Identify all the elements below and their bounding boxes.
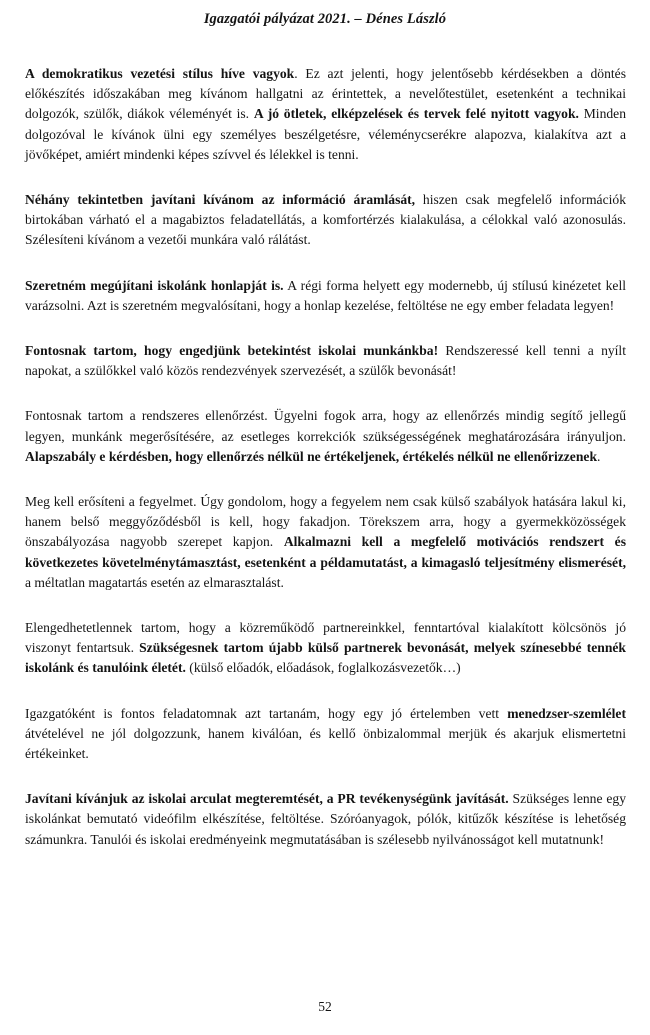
text-run: (külső előadók, előadások, foglalkozásvezetők…) — [185, 660, 461, 676]
text-run: Meg kell erősíteni a fegyelmet. Úgy gondolom, hogy a fegyelem nem csak külső szabályok hatására lakul ki, hanem belső meggyőződésből is kell, hogy fakadjon. Törekszem arra, hogy a gyermekközösségek önszabályozása nagyobb szerepet kapjon. — [25, 494, 626, 550]
text-run: Szükséges lenne egy iskolánkat bemutató videófilm elkészítése, feltöltése. Szóróanyagok, pólók, kitűzők készítése is lehetőség számunkra. Tanulói és iskolai eredményeink megmutatásában is szélesebb nyilvánosságot kell mutatnunk! — [25, 791, 626, 847]
text-run: Elengedhetetlennek tartom, hogy a közreműködő partnereinkkel, fenntartóval kialakított kölcsönös jó viszonyt fentartsuk. — [25, 620, 626, 656]
bold-text-run: A demokratikus vezetési stílus híve vagyok — [25, 66, 295, 81]
bold-text-run: Szeretném megújítani iskolánk honlapját is. — [25, 277, 284, 293]
bold-text-run: Javítani kívánjuk az iskolai arculat megteremtését, a PR tevékenységünk javítását. — [25, 791, 509, 807]
page-number: 52 — [318, 999, 332, 1014]
paragraph — [25, 492, 626, 593]
bold-text-run: Alkalmazni kell a megfelelő motivációs rendszert és következetes követelménytámasztást, esetenként a példamutatást, a kimagasló teljesítmény elismerését, — [25, 534, 626, 570]
text-run: . Ez azt jelenti, hogy jelentősebb kérdésekben a döntés előkészítés időszakában meg kívánom hallgatni az érintettek, a nevelőtestület, esetenként a technikai dolgozók, szülők, diákok véleményét is. — [25, 66, 626, 122]
bold-text-run: menedzser-szemlélet — [507, 705, 626, 721]
text-run: Fontosnak tartom a rendszeres ellenőrzést. Ügyelni fogok arra, hogy az ellenőrzés mindig segítő jellegű legyen, munkánk megerősítésére, az esetleges korrekciók szükségességének meghatározására irányuljon. — [25, 408, 626, 444]
bold-text-run: Alapszabály e kérdésben, hogy ellenőrzés nélkül ne értékeljenek, értékelés nélkül ne ellenőrizzenek — [25, 448, 597, 464]
text-run: átvételével ne jól dolgozzunk, hanem kiválóan, és kellő önbizalommal merjük és akarjuk elismertetni értékeinket. — [25, 725, 626, 762]
page-header: Igazgatói pályázat 2021. – Dénes László — [203, 11, 447, 27]
paragraph — [25, 618, 626, 679]
paragraph — [25, 276, 626, 316]
bold-text-run: A jó ötletek, elképzelések és tervek felé nyitott vagyok. — [253, 106, 579, 122]
paragraph — [25, 341, 626, 381]
body-text — [25, 64, 626, 875]
text-run: . — [597, 448, 601, 464]
paragraph — [25, 406, 626, 467]
bold-text-run: Szükségesnek tartom újabb külső partnerek bevonását, melyek színesebbé tennék iskolánk és tanulóink életét. — [25, 640, 626, 676]
text-run: hiszen csak megfelelő információk birtokában várható el a magabiztos feladatellátás, a komfortérzés kialakulása, a célokkal való azonosulás. Szélesíteni kívánom a vezetői munkára való rálátást. — [25, 192, 626, 248]
paragraph — [25, 64, 626, 165]
paragraph — [25, 789, 626, 850]
text-run: Minden dolgozóval le kívánok ülni egy személyes beszélgetésre, véleménycserékre alapozva, kialakítva azt a jövőképet, amiért mindenki képes szívvel és lélekkel is tenni. — [25, 106, 626, 162]
paragraph — [25, 190, 626, 251]
text-run: Igazgatóként is fontos feladatomnak azt tartanám, hogy egy jó értelemben vett — [25, 705, 508, 721]
text-run: A régi forma helyett egy modernebb, új stílusú kinézetet kell varázsolni. Azt is szeretném megvalósítani, hogy a honlap kezelése, feltöltése ne egy ember feladata legyen! — [25, 277, 626, 313]
bold-text-run: Fontosnak tartom, hogy engedjünk betekintést iskolai munkánkba! — [25, 343, 439, 359]
text-run: a méltatlan magatartás esetén az elmarasztalást. — [25, 574, 284, 590]
bold-text-run: Néhány tekintetben javítani kívánom az információ áramlását, — [25, 192, 416, 208]
text-run: Rendszeressé kell tenni a nyílt napokat, a szülőkkel való közös rendezvények szervezését, a szülők bevonását! — [25, 343, 626, 379]
paragraph — [25, 704, 626, 765]
